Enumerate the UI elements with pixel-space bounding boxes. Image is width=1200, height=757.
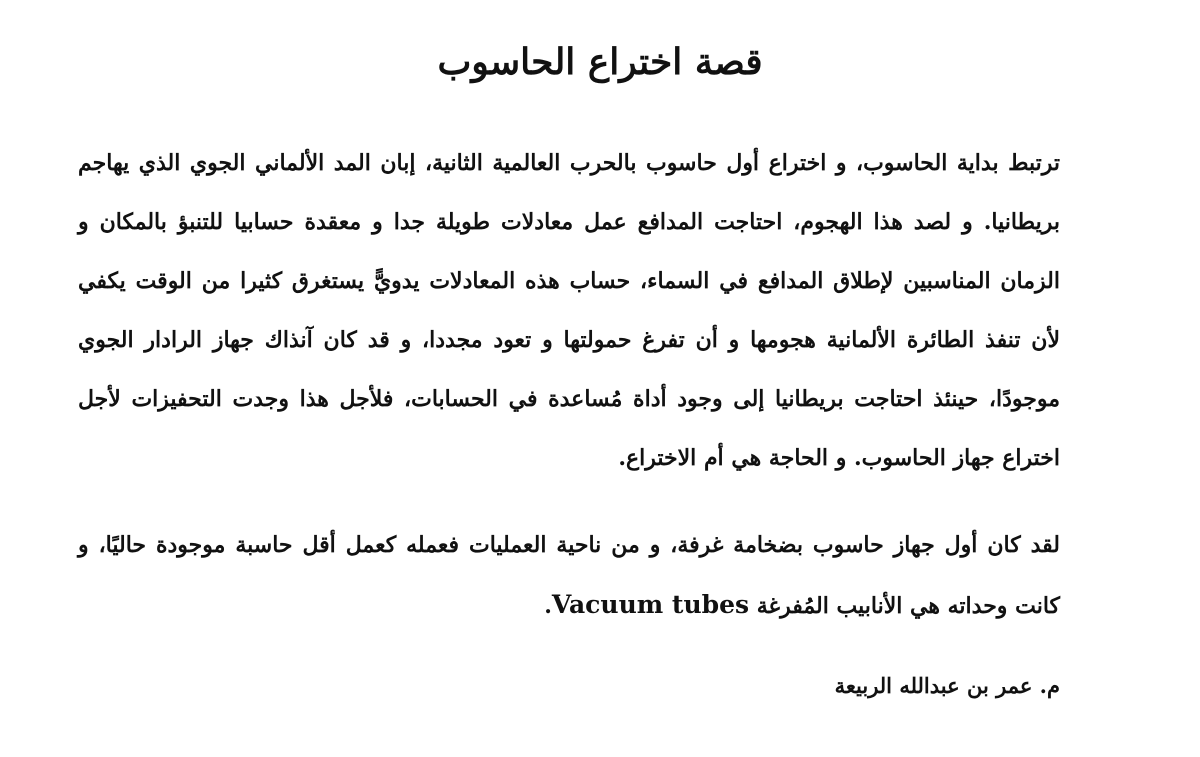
document-title: قصة اختراع الحاسوب [437,41,763,83]
vacuum-tubes-term: Vacuum tubes [551,590,750,619]
paragraph-first-computer-text: لقد كان أول جهاز حاسوب بضخامة غرفة، و من ناحية العمليات فعمله كعمل أقل حاسبة موجودة حاليًا، و كانت وحداته هي الأنابيب المُفرغة [78,532,1060,619]
author-signature: م. عمر بن عبدالله الربيعة [834,673,1060,698]
paragraph-end-period: . [544,593,552,619]
paragraph-first-computer [78,516,1060,636]
paragraph-history: ترتبط بداية الحاسوب، و اختراع أول حاسوب بالحرب العالمية الثانية، إبان المد الألماني الجوي الذي يهاجم بريطانيا. و لصد هذا الهجوم، احتاجت المدافع عمل معادلات طويلة جدا و معقدة حسابيا للتنبؤ بالمكان و الزمان المناسبين لإطلاق المدافع في السماء، حساب هذه المعادلات يدويًّ يستغرق كثيرا من الوقت يكفي لأن تنفذ الطائرة الألمانية هجومها و أن تفرغ حمولتها و تعود مجددا، و قد كان آنذاك جهاز الرادار الجوي موجودًا، حينئذ احتاجت بريطانيا إلى وجود أداة مُساعدة في الحسابات، فلأجل هذا وجدت التحفيزات لأجل اختراع جهاز الحاسوب. و الحاجة هي أم الاختراع. [78,150,1061,471]
